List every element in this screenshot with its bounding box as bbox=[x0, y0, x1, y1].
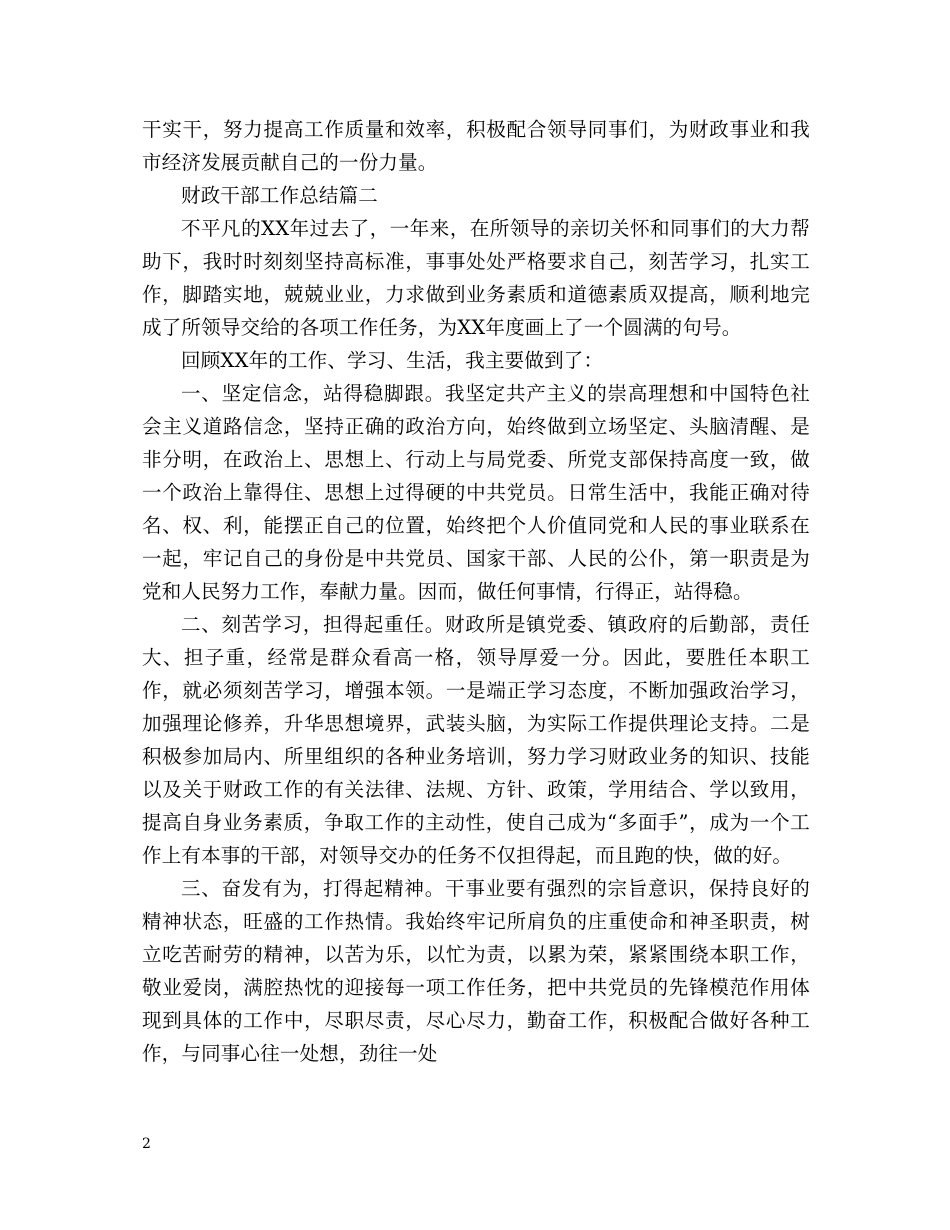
paragraph-intro: 不平凡的XX年过去了，一年来，在所领导的亲切关怀和同事们的大力帮助下，我时时刻刻坚持高标准，事事处处严格要求自己，刻苦学习，扎实工作，脚踏实地，兢兢业业，力求做到业务素质和道德素质双提高，顺利地完成了所领导交给的各项工作任务，为XX年度画上了一个圆满的句号。 bbox=[142, 217, 810, 339]
paragraph-continuation: 干实干，努力提高工作质量和效率，积极配合领导同事们，为财政事业和我市经济发展贡献自己的一份力量。 bbox=[142, 118, 810, 174]
page-number: 2 bbox=[142, 1136, 151, 1152]
paragraph-point-three: 三、奋发有为，打得起精神。干事业要有强烈的宗旨意识，保持良好的精神状态，旺盛的工作热情。我始终牢记所肩负的庄重使命和神圣职责，树立吃苦耐劳的精神，以苦为乐，以忙为责，以累为荣，紧紧围绕本职工作，敬业爱岗，满腔热忱的迎接每一项工作任务，把中共党员的先锋模范作用体现到具体的工作中，尽职尽责，尽心尽力，勤奋工作，积极配合做好各种工作，与同事心往一处想，劲往一处 bbox=[142, 877, 810, 1065]
section-heading: 财政干部工作总结篇二 bbox=[181, 184, 379, 207]
paragraph-point-one: 一、坚定信念，站得稳脚跟。我坚定共产主义的崇高理想和中国特色社会主义道路信念，坚持正确的政治方向，始终做到立场坚定、头脑清醒、是非分明，在政治上、思想上、行动上与局党委、所党支部保持高度一致，做一个政治上靠得住、思想上过得硬的中共党员。日常生活中，我能正确对待名、权、利，能摆正自己的位置，始终把个人价值同党和人民的事业联系在一起，牢记自己的身份是中共党员、国家干部、人民的公仆，第一职责是为党和人民努力工作，奉献力量。因而，做任何事情，行得正，站得稳。 bbox=[142, 382, 810, 603]
document-body bbox=[142, 113, 810, 1070]
paragraph-point-two: 二、刻苦学习，担得起重任。财政所是镇党委、镇政府的后勤部，责任大、担子重，经常是群众看高一格，领导厚爱一分。因此，要胜任本职工作，就必须刻苦学习，增强本领。一是端正学习态度，不断加强政治学习，加强理论修养，升华思想境界，武装头脑，为实际工作提供理论支持。二是积极参加局内、所里组织的各种业务培训，努力学习财政业务的知识、技能以及关于财政工作的有关法律、法规、方针、政策，学用结合、学以致用，提高自身业务素质，争取工作的主动性，使自己成为“多面手”，成为一个工作上有本事的干部，对领导交办的任务不仅担得起，而且跑的快，做的好。 bbox=[142, 613, 810, 867]
paragraph-review: 回顾XX年的工作、学习、生活，我主要做到了： bbox=[181, 349, 604, 372]
